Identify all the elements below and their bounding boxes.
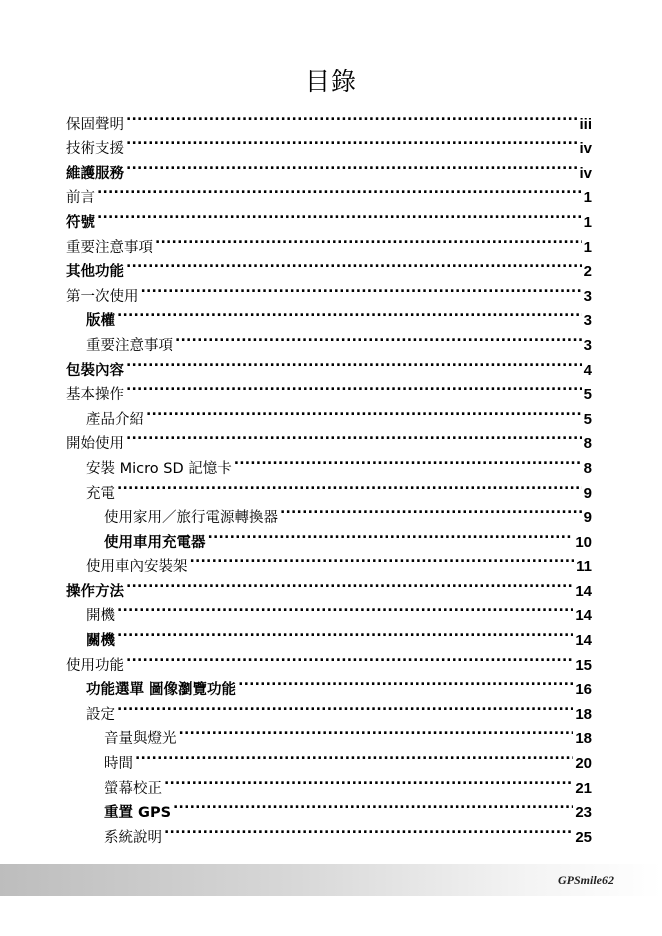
toc-dot-leader — [126, 571, 573, 596]
toc-entry-title: 使用功能 — [66, 657, 124, 674]
toc-entry-page: 1 — [583, 189, 592, 207]
toc-entry[interactable] — [66, 227, 592, 256]
toc-entry-title: 開機 — [86, 608, 115, 625]
toc-dot-leader — [97, 178, 582, 203]
footer-label: GPSmile62 — [558, 873, 614, 887]
toc-entry[interactable] — [66, 129, 592, 158]
toc-entry-title: 重要注意事項 — [66, 239, 153, 256]
toc-entry-page: 23 — [575, 804, 592, 822]
toc-entry-title: 符號 — [66, 214, 95, 231]
toc-entry-title: 重置 GPS — [104, 805, 172, 822]
toc-dot-leader — [126, 104, 577, 129]
toc-entry-title: 音量與燈光 — [104, 731, 177, 748]
toc-dot-leader — [280, 498, 582, 523]
toc-entry[interactable] — [66, 498, 592, 527]
toc-dot-leader — [175, 325, 582, 350]
toc-entry-page: 18 — [575, 730, 592, 748]
toc-dot-leader — [117, 473, 582, 498]
toc-entry[interactable] — [66, 596, 592, 625]
toc-entry-page: 9 — [583, 484, 592, 502]
toc-entry-page: 15 — [575, 656, 592, 674]
toc-entry-page: 10 — [575, 533, 592, 551]
toc-entry-page: iii — [579, 115, 592, 133]
toc-entry[interactable] — [66, 473, 592, 502]
toc-entry[interactable] — [66, 350, 592, 379]
toc-entry[interactable] — [66, 375, 592, 404]
toc-entry[interactable] — [66, 325, 592, 354]
toc-entry-page: iv — [579, 140, 592, 158]
toc-entry-page: 3 — [583, 287, 592, 305]
toc-entry-page: 25 — [575, 828, 592, 846]
toc-entry-page: iv — [579, 164, 592, 182]
toc-entry-page: 3 — [583, 336, 592, 354]
toc-entry-page: 11 — [576, 558, 592, 576]
toc-entry-title: 功能選單 圖像瀏覽功能 — [86, 682, 237, 699]
toc-dot-leader — [179, 719, 574, 744]
toc-entry[interactable] — [66, 202, 592, 231]
toc-entry-title: 第一次使用 — [66, 288, 139, 305]
table-of-contents — [66, 104, 592, 846]
toc-entry[interactable] — [66, 670, 592, 699]
toc-dot-leader — [190, 547, 575, 572]
toc-dot-leader — [117, 596, 573, 621]
toc-dot-leader — [126, 129, 577, 154]
toc-entry[interactable] — [66, 301, 592, 330]
toc-dot-leader — [126, 645, 573, 670]
toc-entry-title: 其他功能 — [66, 264, 124, 281]
toc-entry[interactable] — [66, 424, 592, 453]
toc-entry-title: 開始使用 — [66, 436, 124, 453]
toc-dot-leader — [126, 375, 582, 400]
toc-dot-leader — [126, 424, 582, 449]
toc-entry[interactable] — [66, 645, 592, 674]
toc-entry-title: 關機 — [86, 633, 115, 650]
toc-entry[interactable] — [66, 153, 592, 182]
toc-dot-leader — [117, 620, 573, 645]
toc-entry[interactable] — [66, 399, 592, 428]
toc-entry-title: 保固聲明 — [66, 116, 124, 133]
toc-entry[interactable] — [66, 768, 592, 797]
toc-entry-title: 重要注意事項 — [86, 337, 173, 354]
toc-dot-leader — [135, 743, 573, 768]
toc-entry-title: 使用家用／旅行電源轉換器 — [104, 510, 278, 527]
toc-entry-title: 系統說明 — [104, 829, 162, 846]
toc-entry-title: 操作方法 — [66, 583, 124, 600]
toc-dot-leader — [234, 448, 582, 473]
toc-dot-leader — [126, 252, 582, 277]
toc-dot-leader — [126, 153, 577, 178]
toc-entry-page: 21 — [575, 779, 592, 797]
toc-entry[interactable] — [66, 448, 592, 477]
toc-entry[interactable] — [66, 719, 592, 748]
toc-dot-leader — [164, 817, 573, 842]
toc-entry-page: 8 — [583, 459, 592, 477]
toc-entry[interactable] — [66, 178, 592, 207]
toc-dot-leader — [117, 301, 582, 326]
toc-entry-page: 16 — [575, 681, 592, 699]
toc-entry-page: 9 — [583, 509, 592, 527]
toc-entry-page: 18 — [575, 705, 592, 723]
toc-dot-leader — [146, 399, 582, 424]
toc-entry-page: 5 — [583, 410, 592, 428]
toc-entry-page: 2 — [583, 263, 592, 281]
toc-entry-page: 5 — [583, 386, 592, 404]
toc-entry-page: 14 — [575, 632, 592, 650]
toc-entry-title: 技術支援 — [66, 141, 124, 158]
toc-entry-title: 使用車用充電器 — [104, 534, 206, 551]
toc-entry-title: 產品介紹 — [86, 411, 144, 428]
toc-dot-leader — [208, 522, 574, 547]
toc-entry-title: 使用車內安裝架 — [86, 559, 188, 576]
toc-entry-title: 維護服務 — [66, 165, 124, 182]
toc-dot-leader — [117, 694, 573, 719]
toc-entry-title: 前言 — [66, 190, 95, 207]
toc-entry-title: 設定 — [86, 706, 115, 723]
toc-entry-page: 4 — [583, 361, 592, 379]
toc-entry[interactable] — [66, 571, 592, 600]
toc-entry-title: 安裝 Micro SD 記憶卡 — [86, 460, 232, 477]
toc-entry[interactable] — [66, 276, 592, 305]
toc-entry[interactable] — [66, 694, 592, 723]
toc-dot-leader — [173, 793, 573, 818]
toc-dot-leader — [97, 202, 582, 227]
toc-entry-page: 20 — [575, 755, 592, 773]
toc-entry[interactable] — [66, 620, 592, 650]
toc-entry-page: 1 — [583, 213, 592, 231]
toc-entry-title: 時間 — [104, 756, 133, 773]
toc-entry[interactable] — [66, 743, 592, 773]
toc-entry-page: 14 — [575, 582, 592, 600]
toc-entry-page: 1 — [583, 238, 592, 256]
toc-dot-leader — [155, 227, 582, 252]
toc-entry-title: 螢幕校正 — [104, 780, 162, 797]
toc-entry-page: 3 — [583, 312, 592, 330]
toc-entry[interactable] — [66, 252, 592, 281]
toc-entry[interactable] — [66, 104, 592, 133]
toc-dot-leader — [141, 276, 582, 301]
toc-dot-leader — [164, 768, 573, 793]
toc-entry-title: 包裝內容 — [66, 362, 124, 379]
toc-entry-title: 版權 — [86, 313, 115, 330]
toc-entry-page: 14 — [575, 607, 592, 625]
page-title: 目錄 — [304, 67, 357, 96]
toc-dot-leader — [238, 670, 573, 695]
toc-entry-title: 基本操作 — [66, 387, 124, 404]
toc-dot-leader — [126, 350, 582, 375]
toc-entry-page: 8 — [583, 435, 592, 453]
toc-entry-title: 充電 — [86, 485, 115, 502]
